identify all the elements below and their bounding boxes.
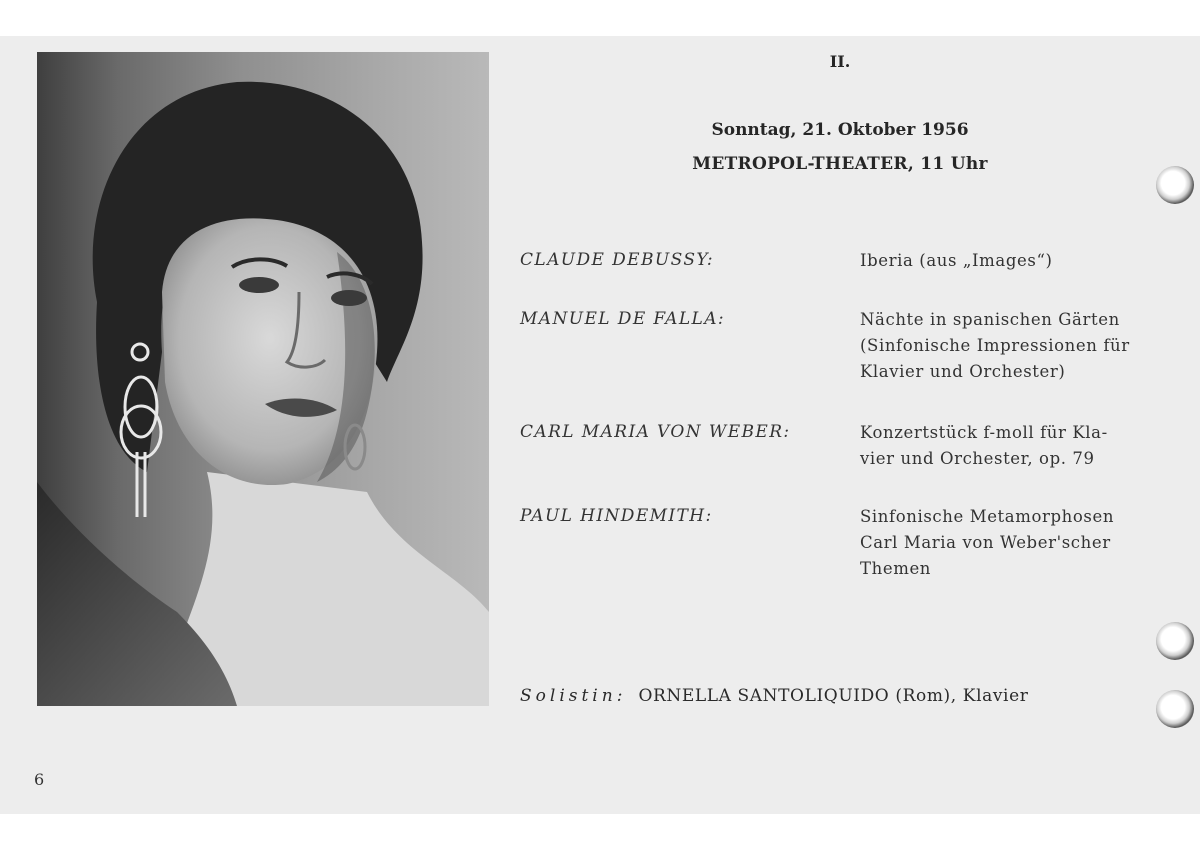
- work-de-falla: Nächte in spanischen Gärten (Sinfonische Impressionen für Klavier und Orchester): [860, 310, 1130, 381]
- concert-number: II.: [829, 52, 851, 71]
- soloist-line: [520, 686, 1028, 706]
- binder-hole-icon: [1156, 622, 1194, 660]
- concert-venue: METROPOL-THEATER, 11 Uhr: [692, 154, 988, 174]
- soloist-name: ORNELLA SANTOLIQUIDO (Rom), Klavier: [638, 686, 1029, 706]
- composer-de-falla: MANUEL DE FALLA:: [520, 309, 726, 329]
- soloist-label: Solistin:: [520, 686, 627, 706]
- binder-hole-icon: [1156, 690, 1194, 728]
- concert-date: Sonntag, 21. Oktober 1956: [711, 120, 969, 140]
- binder-hole-icon: [1156, 166, 1194, 204]
- composer-weber: CARL MARIA VON WEBER:: [520, 422, 791, 442]
- work-weber: Konzertstück f-moll für Kla- vier und Orchester, op. 79: [860, 423, 1108, 468]
- work-debussy: Iberia (aus „Images“): [860, 251, 1053, 270]
- portrait-photo: [37, 52, 489, 706]
- page-number: 6: [34, 770, 45, 789]
- work-hindemith: Sinfonische Metamorphosen Carl Maria von Weber'scher Themen: [860, 507, 1115, 578]
- composer-debussy: CLAUDE DEBUSSY:: [520, 250, 715, 270]
- composer-hindemith: PAUL HINDEMITH:: [520, 506, 713, 526]
